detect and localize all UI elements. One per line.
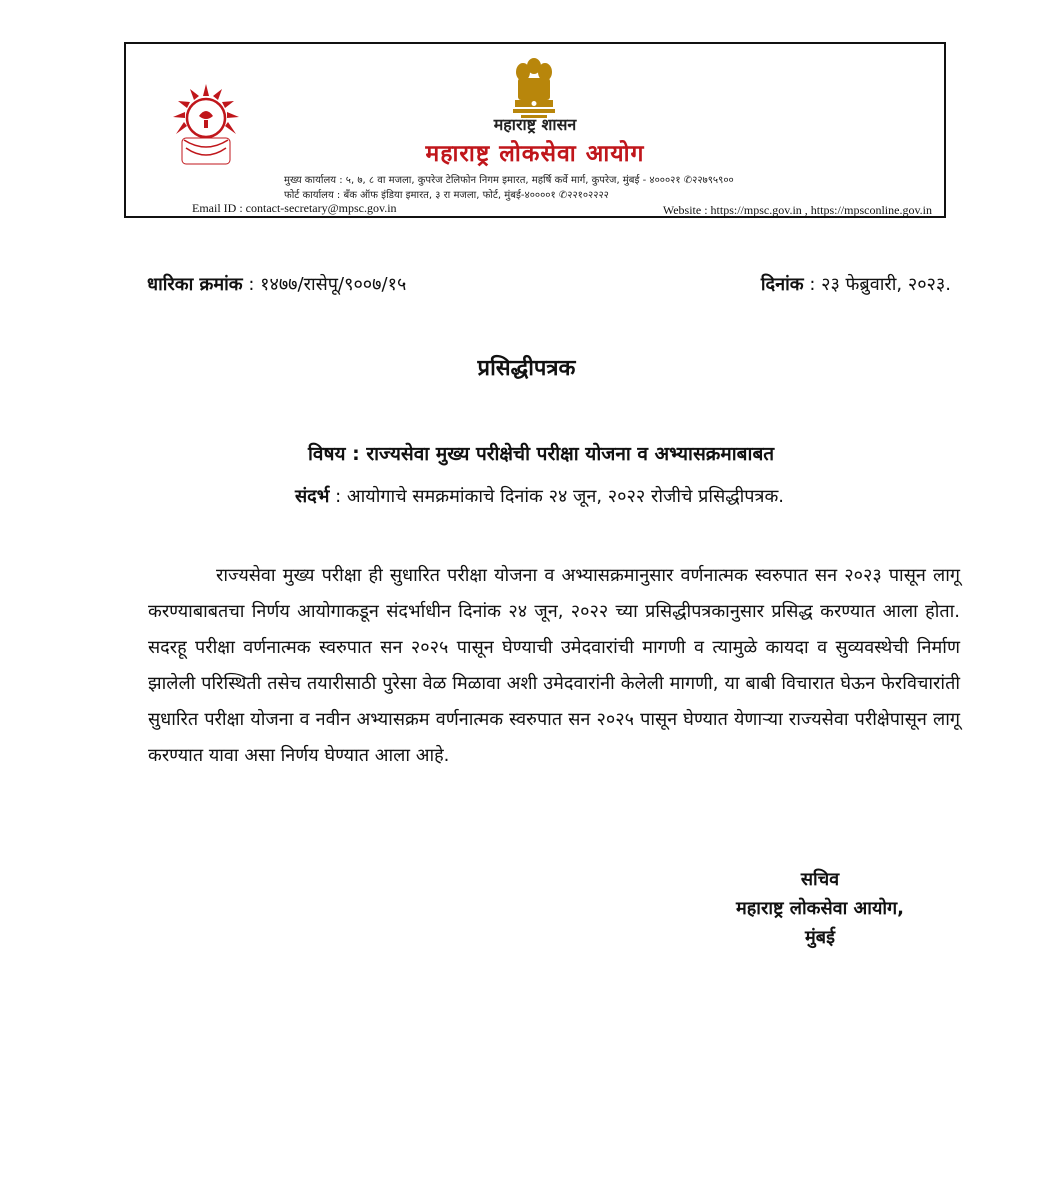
date-label: दिनांक — [760, 274, 804, 295]
subject-line: विषय : राज्यसेवा मुख्य परीक्षेची परीक्षा योजना व अभ्यासक्रमाबाबत — [308, 443, 775, 465]
government-name: महाराष्ट्र शासन — [493, 115, 577, 134]
document-title: प्रसिद्धीपत्रक — [477, 356, 576, 381]
email-line: Email ID : contact-secretary@mpsc.gov.in — [192, 201, 397, 215]
file-number — [147, 272, 406, 296]
signatory-designation: सचिव — [800, 869, 840, 890]
fort-office-address: फोर्ट कार्यालय : बँक ऑफ इंडिया इमारत, ३ रा मजला, फोर्ट, मुंबई-४००००१ ✆२२१०२२२२ — [284, 190, 609, 201]
website-line: Website : https://mpsc.gov.in , https://mpsconline.gov.in — [662, 203, 932, 217]
signatory-organization: महाराष्ट्र लोकसेवा आयोग, — [735, 898, 905, 919]
reference-text: : आयोगाचे समक्रमांकाचे दिनांक २४ जून, २०२२ रोजीचे प्रसिद्धीपत्रक. — [329, 486, 784, 507]
commission-name: महाराष्ट्र लोकसेवा आयोग — [425, 141, 645, 167]
file-number-value: : १४७७/रासेपू/९००७/१५ — [242, 274, 407, 295]
state-emblem-icon — [509, 54, 559, 122]
file-number-label: धारिका क्रमांक — [147, 274, 243, 295]
reference-label: संदर्भ — [295, 486, 330, 507]
signatory-city: मुंबई — [805, 927, 835, 948]
letterhead — [124, 42, 946, 218]
document-date — [761, 272, 951, 296]
body-paragraph: राज्यसेवा मुख्य परीक्षा ही सुधारित परीक्षा योजना व अभ्यासक्रमानुसार वर्णनात्मक स्वरुपात सन २०२३ पासून लागू करण्याबाबतचा निर्णय आयोगाकडून संदर्भाधीन दिनांक २४ जून, २०२२ च्या प्रसिद्धीपत्रकानुसार प्रसिद्ध करण्यात आला होता. सदरहू परीक्षा वर्णनात्मक स्वरुपात सन २०२५ पासून घेण्याची उमेदवारांची मागणी व त्यामुळे कायदा व सुव्यवस्थेची निर्माण झालेली परिस्थिती तसेच तयारीसाठी पुरेसा वेळ मिळावा अशी उमेदवारांनी केलेली मागणी, या बाबी विचारात घेऊन फेरविचारांती सुधारित परीक्षा योजना व नवीन अभ्यासक्रम वर्णनात्मक स्वरुपात सन २०२५ पासून घेण्यात येणाऱ्या राज्यसेवा परीक्षेपासून लागू करण्यात यावा असा निर्णय घेण्यात आला आहे. — [148, 565, 960, 766]
date-value: : २३ फेब्रुवारी, २०२३. — [803, 274, 951, 295]
head-office-address: मुख्य कार्यालय : ५, ७, ८ वा मजला, कुपरेज टेलिफोन निगम इमारत, महर्षि कर्वे मार्ग, कुपरेज, मुंबई - ४०००२१ ✆२२७९५९०० — [284, 175, 734, 186]
signature-block — [700, 865, 940, 952]
reference-line — [295, 484, 784, 508]
